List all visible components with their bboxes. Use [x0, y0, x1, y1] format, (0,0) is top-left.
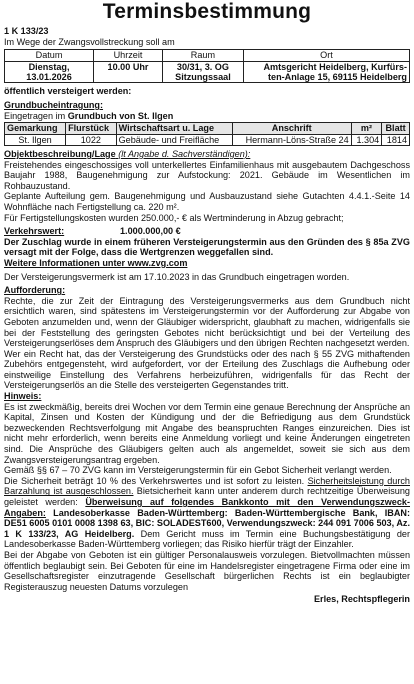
- demand-heading: Aufforderung:: [4, 285, 66, 296]
- object-heading-note: (lt Angabe d. Sachverständigen):: [115, 149, 251, 159]
- header-wirtschaftsart: Wirtschaftsart u. Lage: [116, 123, 232, 134]
- header-place: Ort: [243, 50, 409, 61]
- place-line-2: ten-Anlage 15, 69115 Heidelberg: [268, 72, 407, 82]
- demand-paragraph-1: Rechte, die zur Zeit der Eintragung des Versteigerungsvermerks aus dem Grundbuch nicht ersichtlich waren, sind spätestens im Versteigerungstermin vor der Aufforderung zur Abgabe von Geboten anzumelden und, wenn der Gläubiger widerspricht, glaubhaft zu machen, widrigenfalls sie bei der Feststellung des geringsten Gebotes nicht berücksichtigt und bei der Verteilung des Versteigerungserlöses dem Anspruch des Gläubigers und den übrigen Rechten nachgesetzt werden.: [4, 295, 410, 349]
- room-name: Sitzungssaal: [175, 72, 231, 82]
- hint-heading: Hinweis:: [4, 391, 42, 402]
- hint-paragraph-4: Bei der Abgabe von Geboten ist ein gültiger Personalausweis vorzulegen. Bietvollmachten müssen öffentlich beglaubigt sein. Bei Geboten für eine im Handelsregister eingetragene Firma oder eine im Gesellschaftsregister einzutragende Gesellschaft bürgerlichen Rechts ist ein beglaubigter Registerauszug neuesten Datums vorzulegen: [4, 549, 410, 592]
- case-number: 1 K 133/23: [4, 26, 49, 36]
- property-table-header: [5, 123, 410, 134]
- security-amount: Die Sicherheit beträgt 10 % des Verkehrswertes und ist sofort zu leisten.: [4, 475, 308, 486]
- more-info-link[interactable]: Weitere Informationen unter www.zvg.com: [4, 257, 188, 268]
- cell-blatt: 1814: [382, 134, 410, 145]
- place-line-1: Amtsgericht Heidelberg, Kurfürs-: [263, 61, 407, 72]
- header-date: Datum: [5, 50, 94, 61]
- date-table-row: [5, 61, 410, 83]
- date-day: Dienstag,: [28, 61, 70, 72]
- header-anschrift: Anschrift: [232, 123, 351, 134]
- object-heading-label: Objektbeschreibung/Lage: [4, 149, 116, 159]
- property-table: [4, 122, 410, 146]
- header-area: m²: [351, 123, 382, 134]
- cell-wirtschaftsart: Gebäude- und Freifläche: [116, 134, 232, 145]
- register-text-prefix: Eingetragen im: [4, 110, 68, 121]
- intro-text: Im Wege der Zwangsvollstreckung soll am: [4, 36, 175, 47]
- object-description-1: Freistehendes eingeschossiges voll unterkellertes Einfamilienhaus mit ausgebautem Dachgeschoss Baujahr 1988, Baugenehmigung zur Aufstockung: 2021. Gebäude im Wesentlichen im Rohbauzustand.: [4, 159, 410, 191]
- cash-excluded: Sicherheitsleistung durch Barzahlung ist ausgeschlossen.: [4, 475, 410, 497]
- bank-details: Landesoberkasse Baden-Württemberg: Baden-Württembergische Bank, IBAN: DE51 6005 0101 0008 1398 63, BIC: SOLADEST600, Verwendungszweck: 244 091 7006 503, Az. 1 K 133/23, AG Heidelberg.: [4, 507, 410, 539]
- market-value-row: [4, 226, 410, 237]
- cell-gemarkung: St. Ilgen: [5, 134, 66, 145]
- header-gemarkung: Gemarkung: [5, 123, 66, 134]
- bank-transfer-heading: Überweisung auf folgendes Bankkonto mit den Verwendungszweck-Angaben:: [4, 497, 410, 518]
- cell-date: [5, 61, 94, 83]
- market-value-label: Verkehrswert:: [4, 226, 65, 237]
- page-title: Terminsbestimmung: [102, 0, 312, 23]
- cell-anschrift: Hermann-Löns-Straße 24: [232, 134, 351, 145]
- register-name: Grundbuch von St. Ilgen: [67, 110, 174, 121]
- header-time: Uhrzeit: [94, 50, 163, 61]
- market-value-amount: 1.000.000,00 €: [120, 226, 181, 237]
- property-table-row: [5, 134, 410, 145]
- object-heading: [4, 149, 410, 160]
- cell-room: [162, 61, 243, 83]
- register-heading: Grundbucheintragung:: [4, 100, 104, 110]
- room-number: 30/31, 3. OG: [176, 61, 229, 72]
- date-table: [4, 49, 410, 83]
- demand-paragraph-2: Wer ein Recht hat, das der Versteigerung des Grundstücks oder des nach § 55 ZVG mithaftenden Zubehörs entgegensteht, wird aufgefordert, vor der Erteilung des Zuschlags die Aufhebung oder einstweilige Einstellung des Verfahrens herbeizuführen, widrigenfalls für das Recht der Versteigerungserlös an die Stelle des versteigerten Gegenstandes tritt.: [4, 348, 410, 391]
- hint-paragraph-3: [4, 476, 410, 550]
- header-blatt: Blatt: [382, 123, 410, 134]
- cell-place: [243, 61, 409, 83]
- cell-time: 10.00 Uhr: [94, 61, 163, 83]
- transfer-intro: Bietsicherheit kann unter anderem durch rechtzeitige Überweisung geleistet werden:: [4, 486, 410, 507]
- hint-paragraph-2: Gemäß §§ 67 – 70 ZVG kann im Versteigerungstermin für ein Gebot Sicherheit verlangt werden.: [4, 465, 392, 476]
- object-description-3: Für Fertigstellungskosten wurden 250.000,- € als Wertminderung in Abzug gebracht;: [4, 212, 344, 223]
- date-value: 13.01.2026: [26, 72, 72, 82]
- previous-auction-notice: Der Zuschlag wurde in einem früheren Versteigerungstermin aus den Gründen des § 85a ZVG versagt mit der Folge, dass die Wertgrenzen weggefallen sind.: [4, 236, 410, 258]
- header-room: Raum: [162, 50, 243, 61]
- booking-confirmation: Dem Gericht muss im Termin eine Buchungsbestätigung der Landesoberkasse Baden-Württemberg vorliegen; das Risiko hierfür trägt der Einzahler.: [4, 528, 410, 550]
- cell-flurstueck: 1022: [66, 134, 117, 145]
- signature: Erles, Rechtspflegerin: [313, 594, 410, 605]
- hint-paragraph-1: Es ist zweckmäßig, bereits drei Wochen vor dem Termin eine genaue Berechnung der Ansprüche an Kapital, Zinsen und Kosten der Kündigung und der die Befriedigung aus dem Grundstück bezweckenden Rechtsverfolgung mit Angabe des beanspruchten Ranges einzureichen. Dies ist nicht mehr erforderlich, wenn bereits eine Anmeldung vorliegt und keine Änderungen eingetreten sind. Die Ansprüche des Gläubigers gelten auch als angemeldet, soweit sie sich aus dem Zwangsversteigerungsantrag ergeben.: [4, 401, 410, 465]
- object-description-2: Geplante Aufteilung gem. Baugenehmigung und Ausbauzustand siehe Gutachten 4.4.1.-Seite 14 Wohnfläche nach Fertigstellung ca. 220 m².: [4, 191, 410, 212]
- register-text: [4, 111, 410, 122]
- registration-note: Der Versteigerungsvermerk ist am 17.10.2023 in das Grundbuch eingetragen worden.: [4, 271, 350, 282]
- date-table-header: [5, 50, 410, 61]
- auction-line: öffentlich versteigert werden:: [4, 86, 132, 97]
- header-flurstueck: Flurstück: [66, 123, 117, 134]
- cell-area: 1.304: [351, 134, 382, 145]
